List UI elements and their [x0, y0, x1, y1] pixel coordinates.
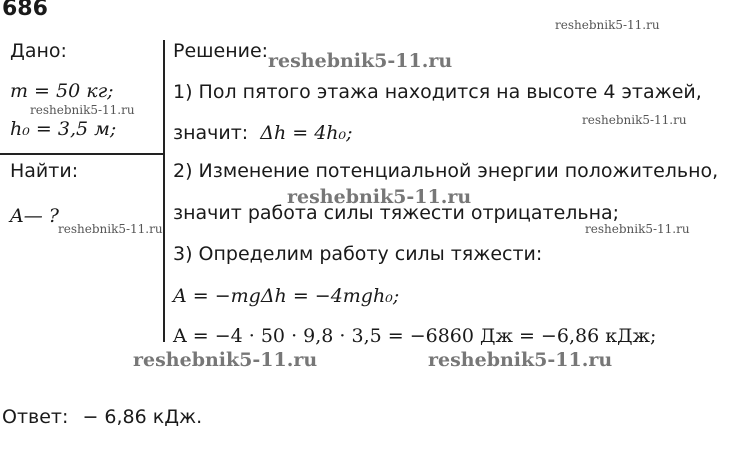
step2-line2: значит работа силы тяжести отрицательна; — [173, 202, 620, 224]
watermark: reshebnik5-11.ru — [58, 222, 163, 236]
solution-label: Решение: — [173, 40, 269, 62]
work-calculation: A = −4 · 50 · 9,8 · 3,5 = −6860 Дж = −6,86 кДж; — [173, 325, 657, 347]
step1-prefix: значит: — [173, 122, 249, 144]
given-mass: m = 50 кг; — [10, 80, 114, 102]
answer-value: − 6,86 кДж. — [82, 406, 203, 428]
answer-line — [2, 406, 202, 428]
watermark: reshebnik5-11.ru — [582, 113, 687, 127]
given-label: Дано: — [10, 40, 67, 62]
watermark: reshebnik5-11.ru — [555, 18, 660, 32]
watermark: reshebnik5-11.ru — [287, 186, 472, 208]
table-vertical-divider — [163, 40, 165, 342]
step3-line1: 3) Определим работу силы тяжести: — [173, 243, 543, 265]
work-formula: A = −mgΔh = −4mgh₀; — [173, 285, 400, 307]
step1-line2 — [173, 122, 353, 144]
find-value: A— ? — [10, 205, 59, 227]
watermark: reshebnik5-11.ru — [268, 50, 453, 72]
watermark: reshebnik5-11.ru — [30, 103, 135, 117]
watermark: reshebnik5-11.ru — [428, 349, 613, 371]
watermark: reshebnik5-11.ru — [133, 349, 318, 371]
table-horizontal-divider — [0, 153, 164, 155]
watermark: reshebnik5-11.ru — [585, 222, 690, 236]
answer-label: Ответ: — [2, 406, 69, 428]
find-label: Найти: — [10, 160, 79, 182]
problem-number: 686 — [2, 0, 48, 21]
step1-formula: Δh = 4h₀; — [260, 122, 353, 144]
step2-line1: 2) Изменение потенциальной энергии положительно, — [173, 160, 719, 182]
step1-line1: 1) Пол пятого этажа находится на высоте 4 этажей, — [173, 81, 702, 103]
given-floor-height: h₀ = 3,5 м; — [10, 118, 117, 140]
